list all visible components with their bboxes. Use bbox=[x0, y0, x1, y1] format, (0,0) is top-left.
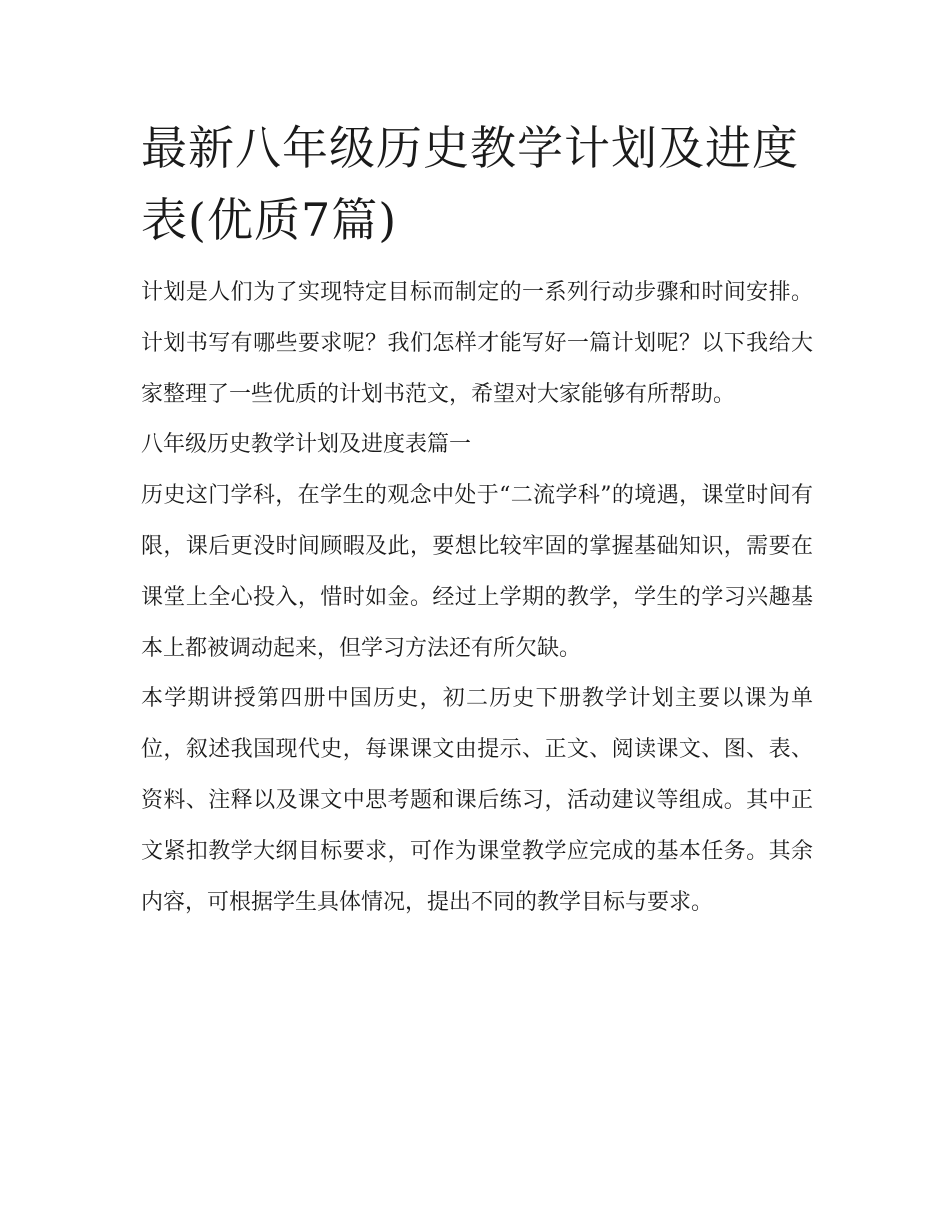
body-paragraph-1: 历史这门学科，在学生的观念中处于“二流学科”的境遇，课堂时间有限，课后更没时间顾暇及此，要想比较牢固的掌握基础知识，需要在课堂上全心投入，惜时如金。经过上学期的教学，学生的学习兴趣基本上都被调动起来，但学习方法还有所欠缺。 bbox=[141, 483, 813, 661]
document-title: 最新八年级历史教学计划及进度表(优质7篇) bbox=[141, 121, 799, 247]
document-page bbox=[141, 112, 813, 928]
section-heading: 八年级历史教学计划及进度表篇一 bbox=[141, 432, 472, 458]
body-paragraph-2: 本学期讲授第四册中国历史，初二历史下册教学计划主要以课为单位，叙述我国现代史，每课课文由提示、正文、阅读课文、图、表、资料、注释以及课文中思考题和课后练习，活动建议等组成。其中正文紧扣教学大纲目标要求，可作为课堂教学应完成的基本任务。其余内容，可根据学生具体情况，提出不同的教学目标与要求。 bbox=[141, 686, 813, 915]
intro-paragraph: 计划是人们为了实现特定目标而制定的一系列行动步骤和时间安排。计划书写有哪些要求呢？我们怎样才能写好一篇计划呢？以下我给大家整理了一些优质的计划书范文，希望对大家能够有所帮助。 bbox=[141, 280, 813, 407]
